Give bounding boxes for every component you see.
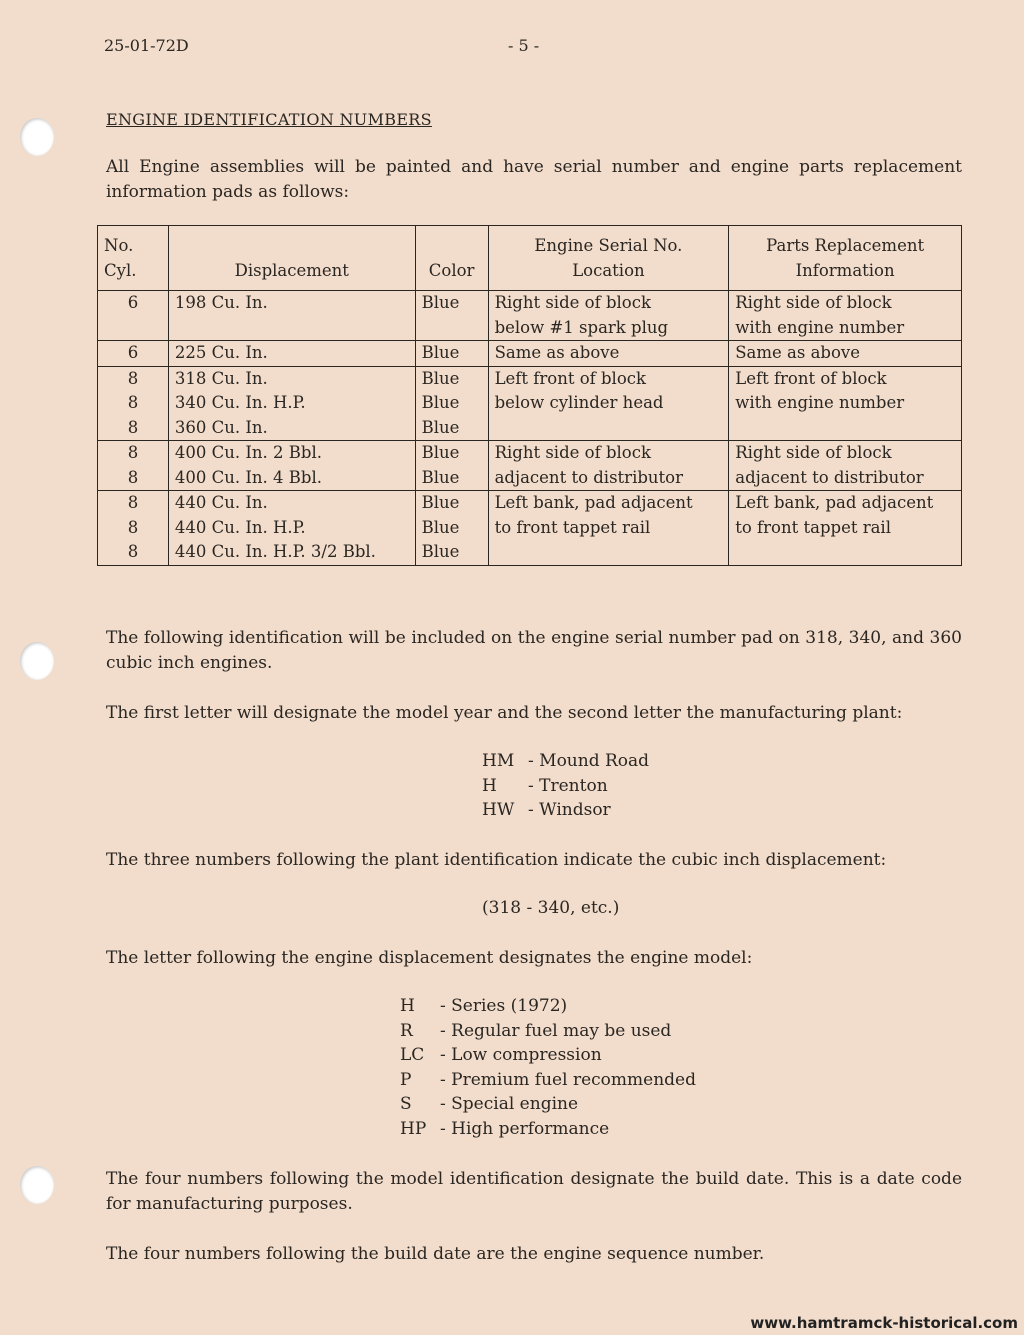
model-item [400, 1019, 696, 1044]
model-code: R [400, 1020, 413, 1041]
serial-location-cell-line: to front tappet rail [494, 517, 651, 537]
parts-info-cell-line: Same as above [735, 343, 860, 362]
dash-separator: - [440, 1118, 452, 1139]
model-item [400, 994, 696, 1019]
serial-location-cell [488, 491, 729, 566]
punch-hole [20, 642, 54, 680]
color-cell-line: Blue [421, 293, 460, 312]
plant-code: H [482, 775, 497, 796]
serial-location-cell-line: Left front of block [494, 368, 647, 388]
color-cell [415, 491, 488, 566]
displacement-cell [168, 491, 415, 566]
cyl-cell-line: 8 [127, 517, 139, 537]
header-parts-info: Parts Replacement Information [729, 226, 962, 291]
dash-separator: - [528, 751, 540, 771]
model-item [400, 1117, 696, 1142]
model-code: S [400, 1094, 412, 1114]
first-letter-paragraph: The first letter will designate the model year and the second letter the manufacturing plant: [106, 703, 903, 723]
parts-info-cell-line: Right side of block [735, 443, 892, 462]
model-description: Low compression [451, 1045, 602, 1065]
displacement-cell-line: 360 Cu. In. [174, 417, 268, 437]
page-number: - 5 - [508, 36, 540, 55]
serial-location-cell-line: Right side of block [494, 443, 651, 462]
model-code: H [400, 996, 415, 1016]
table-row [98, 291, 962, 341]
dash-separator: - [440, 1020, 452, 1041]
displacement-cell [168, 366, 415, 441]
plant-code: HM [482, 751, 515, 771]
header-cyl: No. Cyl. [98, 226, 169, 291]
color-cell-line: Blue [421, 542, 460, 561]
plant-item [482, 798, 649, 823]
header-serial-location: Engine Serial No. Location [488, 226, 729, 291]
build-date-paragraph: The four numbers following the model identification designate the build date. This is a date code for manufacturing purposes. [106, 1169, 962, 1214]
cyl-cell-line: 6 [127, 293, 139, 312]
dash-separator: - [528, 800, 540, 820]
cyl-cell [98, 341, 169, 367]
three-numbers-paragraph: The three numbers following the plant identification indicate the cubic inch displacement: [106, 850, 887, 870]
dash-separator: - [440, 1094, 452, 1114]
table-row [98, 341, 962, 367]
model-description: Series (1972) [451, 996, 568, 1016]
serial-location-cell-line: Right side of block [494, 293, 651, 312]
cyl-cell-line: 8 [127, 467, 139, 487]
model-description: Premium fuel recommended [451, 1069, 696, 1090]
model-code: P [400, 1069, 412, 1090]
dash-separator: - [528, 775, 540, 796]
displacement-cell [168, 341, 415, 367]
parts-info-cell [729, 341, 962, 367]
cyl-cell-line: 8 [127, 393, 139, 412]
color-cell-line: Blue [421, 493, 460, 512]
serial-location-cell-line: below cylinder head [494, 393, 664, 412]
displacement-cell-line: 198 Cu. In. [174, 293, 268, 312]
serial-location-cell-line: adjacent to distributor [494, 467, 683, 487]
parts-info-cell-line: Left bank, pad adjacent [735, 493, 934, 512]
model-item [400, 1043, 696, 1068]
engine-id-table [97, 225, 962, 566]
displacement-example: (318 - 340, etc.) [482, 898, 620, 918]
punch-hole [20, 1166, 54, 1204]
displacement-cell-line: 440 Cu. In. H.P. 3/2 Bbl. [174, 542, 376, 561]
letter-following-paragraph: The letter following the engine displacement designates the engine model: [106, 948, 753, 968]
parts-info-cell-line: to front tappet rail [735, 517, 891, 537]
color-cell [415, 291, 488, 341]
color-cell-line: Blue [421, 368, 460, 388]
punch-hole [20, 118, 54, 156]
color-cell-line: Blue [421, 517, 460, 537]
dash-separator: - [440, 996, 452, 1016]
model-item [400, 1092, 696, 1117]
displacement-cell-line: 400 Cu. In. 2 Bbl. [174, 443, 322, 462]
displacement-cell-line: 340 Cu. In. H.P. [174, 393, 306, 412]
displacement-cell-line: 318 Cu. In. [174, 368, 268, 388]
model-description: Regular fuel may be used [451, 1020, 672, 1041]
model-code: LC [400, 1045, 425, 1065]
cyl-cell-line: 8 [127, 542, 139, 561]
cyl-cell-line: 8 [127, 368, 139, 388]
displacement-cell-line: 440 Cu. In. H.P. [174, 517, 306, 537]
watermark: www.hamtramck-historical.com [750, 1314, 1018, 1332]
table-header-row [98, 226, 962, 291]
model-description: Special engine [451, 1094, 579, 1114]
parts-info-cell [729, 491, 962, 566]
header-color: Color [415, 226, 488, 291]
model-item [400, 1068, 696, 1093]
plant-item [482, 774, 649, 799]
table-row [98, 491, 962, 566]
displacement-cell [168, 441, 415, 491]
displacement-cell [168, 291, 415, 341]
cyl-cell [98, 441, 169, 491]
cyl-cell [98, 491, 169, 566]
serial-location-cell [488, 366, 729, 441]
cyl-cell-line: 8 [127, 417, 139, 437]
parts-info-cell-line: adjacent to distributor [735, 467, 924, 487]
color-cell-line: Blue [421, 343, 460, 362]
parts-info-cell [729, 291, 962, 341]
table-row [98, 441, 962, 491]
sequence-paragraph: The four numbers following the build date are the engine sequence number. [106, 1244, 765, 1264]
parts-info-cell [729, 366, 962, 441]
model-list [400, 994, 696, 1141]
dash-separator: - [440, 1045, 452, 1065]
cyl-cell-line: 8 [127, 443, 139, 462]
displacement-cell-line: 400 Cu. In. 4 Bbl. [174, 467, 322, 487]
color-cell-line: Blue [421, 443, 460, 462]
parts-info-cell-line: Right side of block [735, 293, 892, 312]
doc-number: 25-01-72D [104, 36, 189, 55]
displacement-cell-line: 225 Cu. In. [174, 343, 268, 362]
intro-paragraph: All Engine assemblies will be painted and have serial number and engine parts replacement information pads as follows: [106, 157, 962, 202]
serial-location-cell-line: below #1 spark plug [494, 317, 669, 337]
serial-location-cell-line: Same as above [494, 343, 620, 362]
dash-separator: - [440, 1069, 452, 1090]
header-displacement: Displacement [168, 226, 415, 291]
cyl-cell-line: 6 [127, 343, 139, 362]
section-title: ENGINE IDENTIFICATION NUMBERS [106, 110, 432, 129]
model-code: HP [400, 1118, 427, 1139]
plant-code: HW [482, 800, 515, 820]
parts-info-cell-line: with engine number [735, 317, 905, 337]
serial-location-cell [488, 291, 729, 341]
parts-info-cell [729, 441, 962, 491]
color-cell [415, 441, 488, 491]
serial-location-cell-line: Left bank, pad adjacent [494, 493, 693, 512]
serial-location-cell [488, 441, 729, 491]
cyl-cell [98, 291, 169, 341]
color-cell-line: Blue [421, 467, 460, 487]
color-cell-line: Blue [421, 393, 460, 412]
color-cell [415, 366, 488, 441]
model-description: High performance [451, 1118, 610, 1139]
plant-description: Mound Road [539, 751, 650, 771]
color-cell [415, 341, 488, 367]
parts-info-cell-line: Left front of block [735, 368, 887, 388]
displacement-cell-line: 440 Cu. In. [174, 493, 268, 512]
table-row [98, 366, 962, 441]
color-cell-line: Blue [421, 417, 460, 437]
plant-list [482, 749, 649, 823]
plant-description: Trenton [539, 775, 608, 796]
serial-location-cell [488, 341, 729, 367]
cyl-cell [98, 366, 169, 441]
plant-item [482, 749, 649, 774]
following-paragraph: The following identification will be included on the engine serial number pad on 318, 340, and 360 cubic inch engines. [106, 628, 962, 673]
cyl-cell-line: 8 [127, 493, 139, 512]
parts-info-cell-line: with engine number [735, 393, 905, 412]
plant-description: Windsor [539, 800, 611, 820]
